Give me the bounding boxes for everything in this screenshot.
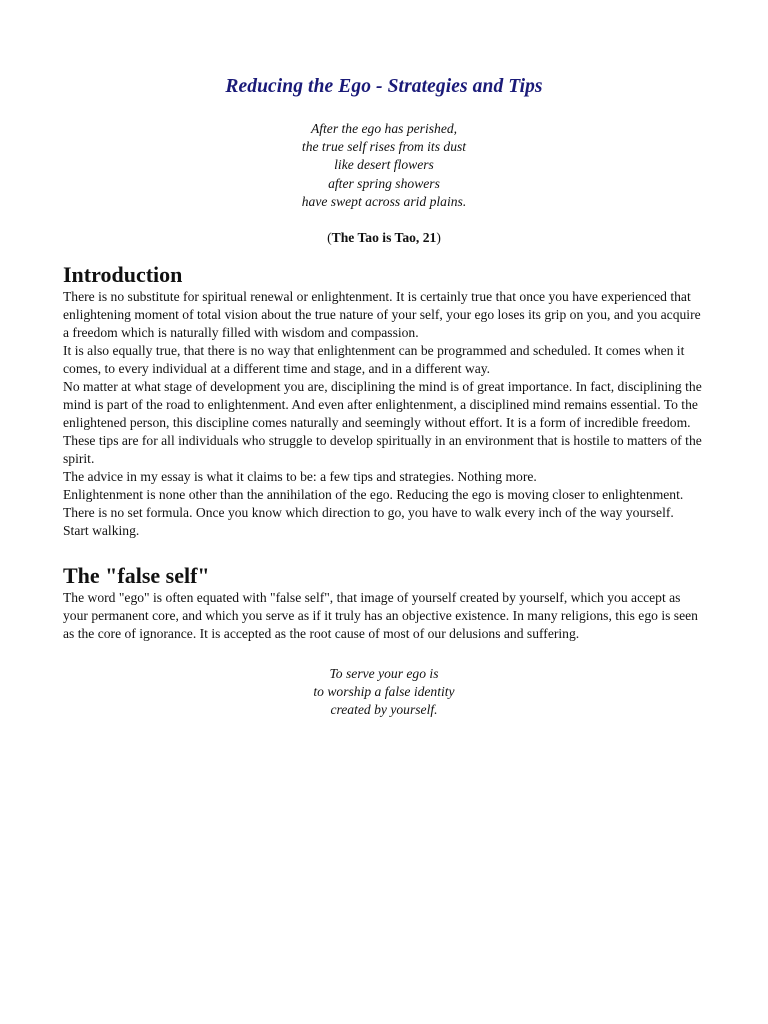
verse-line: To serve your ego is (329, 666, 439, 682)
epigraph-line: After the ego has perished, (310, 121, 458, 136)
paragraph: The word "ego" is often equated with "false self", that image of yourself created by yourself, which you accept as your permanent core, and which you serve as if it truly has an objective existence. In many religions, this ego is seen as the core of ignorance. It is accepted as the root cause of most of our delusions and suffering. (63, 590, 698, 642)
paragraph: There is no substitute for spiritual renewal or enlightenment. It is certainly true that once you have experienced that enlightening moment of total vision about the true nature of your self, your ego loses its grip on you, and you acquire a freedom which is naturally filled with wisdom and compassion. (63, 289, 701, 341)
citation-close-paren: ) (436, 230, 441, 246)
document-page (63, 76, 705, 720)
citation-open-paren: ( (327, 230, 332, 246)
paragraph: No matter at what stage of development you are, disciplining the mind is of great importance. In fact, disciplining the mind is part of the road to enlightenment. And even after enlightenment, a disciplined mind remains essential. To the enlightened person, this discipline comes naturally and seemingly without effort. It is a form of incredible freedom. (63, 379, 702, 431)
epigraph-poem (63, 120, 705, 211)
section-heading-introduction: Introduction (63, 262, 183, 288)
verse-block (63, 665, 705, 720)
epigraph-line: after spring showers (328, 175, 440, 191)
citation-source: The Tao is Tao, 21 (331, 230, 437, 246)
paragraph: The advice in my essay is what it claims to be: a few tips and strategies. Nothing more. (63, 469, 537, 485)
epigraph-citation (63, 230, 705, 246)
verse-line: created by yourself. (330, 702, 438, 718)
section-heading-false-self: The "false self" (63, 563, 210, 589)
paragraph: Start walking. (63, 523, 140, 539)
epigraph-line: the true self rises from its dust (301, 139, 467, 155)
paragraph: Enlightenment is none other than the annihilation of the ego. Reducing the ego is moving closer to enlightenment. (63, 487, 684, 503)
epigraph-line: like desert flowers (334, 157, 434, 173)
document-title: Reducing the Ego - Strategies and Tips (225, 76, 543, 97)
epigraph-line: have swept across arid plains. (301, 193, 467, 209)
paragraph: It is also equally true, that there is no way that enlightenment can be programmed and scheduled. It comes when it comes, to every individual at a different time and stage, and in a different way. (63, 343, 685, 377)
verse-line: to worship a false identity (313, 684, 455, 700)
paragraph: There is no set formula. Once you know which direction to go, you have to walk every inch of the way yourself. (63, 505, 674, 521)
paragraph: These tips are for all individuals who struggle to develop spiritually in an environment that is hostile to matters of the spirit. (63, 433, 702, 467)
